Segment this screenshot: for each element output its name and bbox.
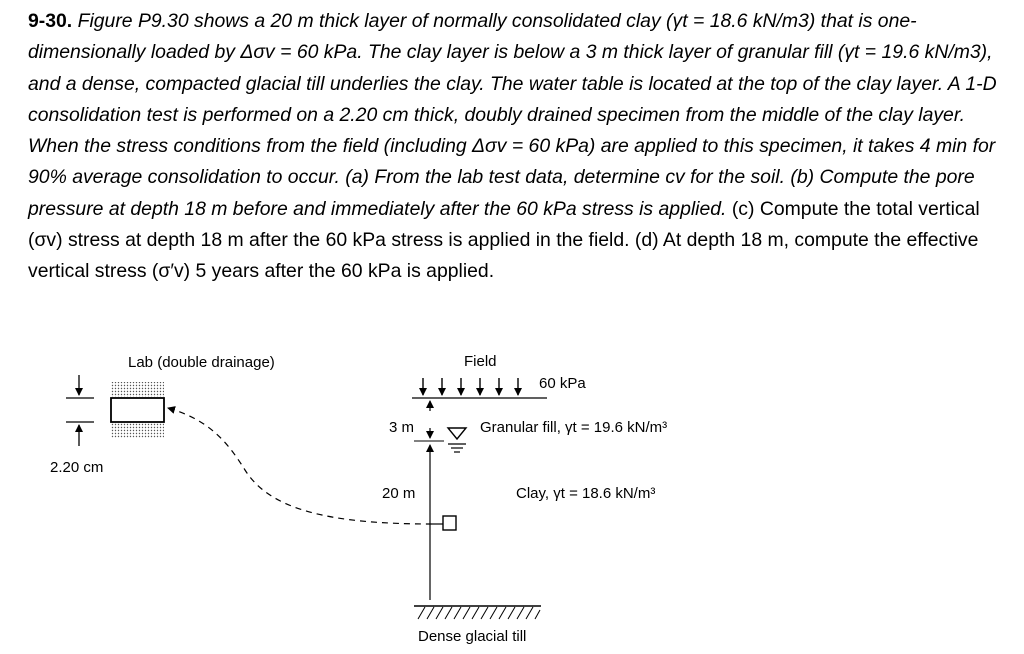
bottom-porous-stone	[111, 423, 164, 438]
till-hatching	[418, 607, 540, 619]
specimen-thickness-label: 2.20 cm	[50, 459, 104, 476]
top-porous-stone	[111, 382, 164, 397]
lab-title: Lab (double drainage)	[128, 354, 275, 371]
fill-thickness-label: 3 m	[389, 419, 415, 436]
lab-specimen-diagram	[50, 354, 275, 476]
specimen-thickness-dimension	[66, 375, 94, 446]
field-profile-diagram	[382, 353, 667, 645]
fill-label: Granular fill, γt = 19.6 kN/m³	[480, 419, 668, 436]
problem-number: 9-30.	[28, 10, 73, 32]
water-table-icon	[448, 428, 466, 452]
load-label: 60 kPa	[539, 375, 586, 392]
base-label: Dense glacial till	[418, 628, 527, 645]
soil-specimen	[111, 398, 164, 422]
problem-text-roman: (c) Compute the total vertical (σv) stress at depth 18 m after the 60 kPa stress is applied in the field. (d) At depth 18 m, compute the effective vertical stress (σ′v) 5 years after the 60 kPa is applied.	[28, 197, 980, 283]
problem-text-italic: Figure P9.30 shows a 20 m thick layer of normally consolidated clay (γt = 18.6 kN/m3) that is one-dimensionally loaded by Δσv = 60 kPa. The clay layer is below a 3 m thick layer of granular fill (γt = 19.6 kN/m3), and a dense, compacted glacial till underlies the clay. The water table is located at the top of the clay layer. A 1-D consolidation test is performed on a 2.20 cm thick, doubly drained specimen from the middle of the clay layer. When the stress conditions from the field (including Δσv = 60 kPa) are applied to this specimen, it takes 4 min for 90% average consolidation to occur. (a) From the lab test data, determine cv for the soil. (b) Compute the pore pressure at depth 18 m before and immediately after the 60 kPa stress is applied.	[28, 10, 997, 220]
load-arrows	[423, 378, 518, 395]
field-title: Field	[464, 353, 497, 370]
clay-label: Clay, γt = 18.6 kN/m³	[516, 485, 656, 502]
sample-location-marker	[443, 516, 456, 530]
clay-thickness-label: 20 m	[382, 485, 416, 502]
